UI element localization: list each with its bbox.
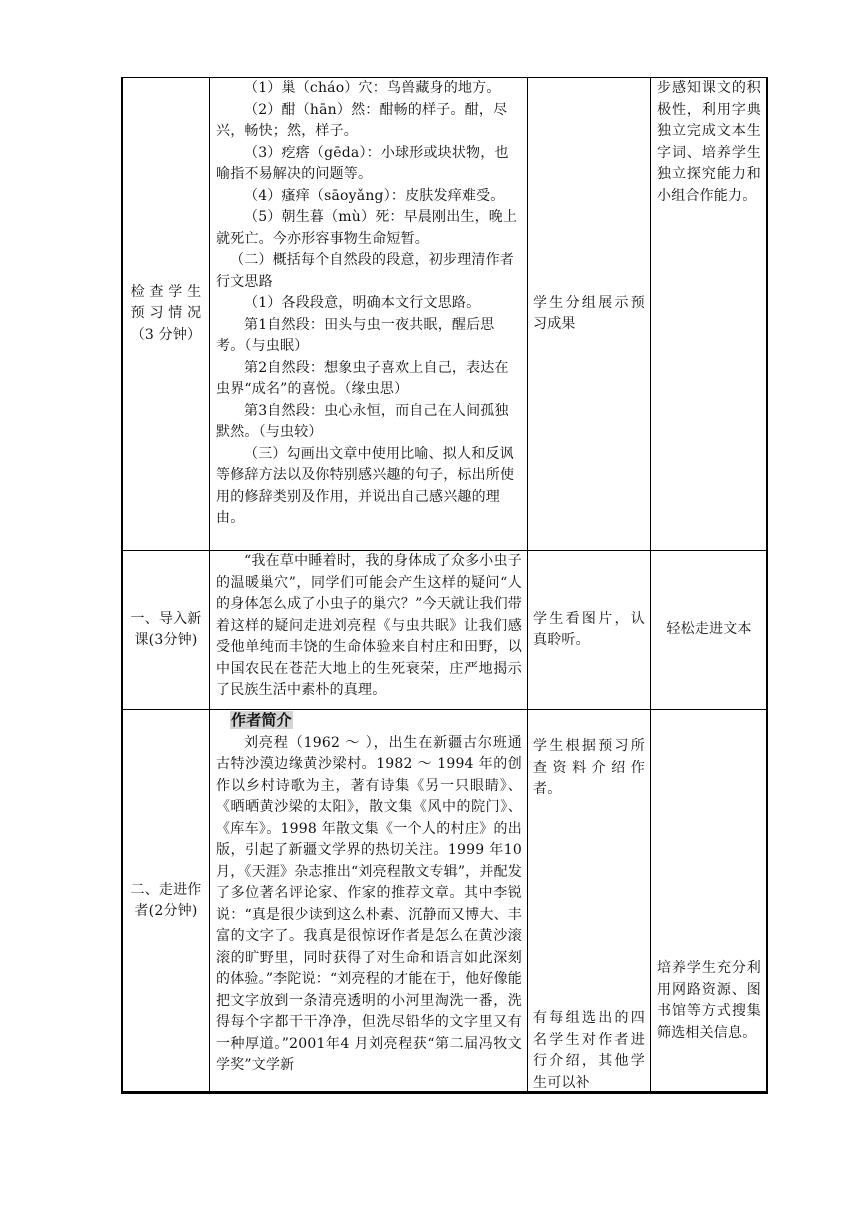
stage-line: （3 分钟） bbox=[130, 326, 202, 343]
row2-stage-cell bbox=[123, 551, 209, 709]
row3-stage-cell bbox=[123, 710, 209, 1092]
student-activity-text: 有每组选出的四名学生对作者进行介绍，其他学生可以补 bbox=[533, 1010, 645, 1091]
section-heading: （二）概括每个自然段的段意，初步理清作者行文思路 bbox=[216, 252, 514, 290]
column-divider bbox=[527, 78, 528, 1091]
section-heading: （三）勾画出文章中使用比喻、拟人和反讽等修辞方法以及你特别感兴趣的句子，标出所使用的修辞类别及作用，并说出自己感兴趣的理由。 bbox=[216, 445, 515, 526]
student-activity-text: 学生看图片，认真聆听。 bbox=[533, 610, 645, 648]
row2-student-activity-cell bbox=[533, 551, 645, 709]
paragraph-summary: 第2自然段：想象虫子喜欢上自己，表达在虫界“成名”的喜悦。（缘虫思） bbox=[216, 359, 509, 397]
author-intro-title: 作者简介 bbox=[231, 711, 292, 729]
stage-line: 课(3分钟) bbox=[134, 632, 198, 648]
task-item: （1）各段段意，明确本文行文思路。 bbox=[244, 295, 481, 311]
row1-design-intent-cell bbox=[657, 78, 761, 207]
student-activity-text: 学生分组展示预习成果 bbox=[533, 294, 645, 332]
stage-line: 预 习 情 况 bbox=[130, 305, 202, 322]
row1-content-cell bbox=[216, 78, 522, 530]
intro-paragraph: “我在草中睡着时，我的身体成了众多小虫子的温暖巢穴”，同学们可能会产生这样的疑问“人的身体怎么成了小虫子的巢穴？”今天就让我们带着这样的疑问走进刘亮程《与虫共眠》让我们感受他单纯而丰饶的生命体验来自村庄和田野，以中国农民在苍茫大地上的生死衰荣，庄严地揭示了民族生活中素朴的真理。 bbox=[216, 553, 522, 698]
vocab-item: （2）酣（hān）然：酣畅的样子。酣，尽兴，畅快；然，样子。 bbox=[216, 101, 508, 139]
design-intent-text: 步感知课文的积极性，利用字典独立完成文本生字词、培养学生独立探究能力和小组合作能力。 bbox=[657, 80, 761, 204]
stage-line: 检 查 学 生 bbox=[130, 283, 202, 300]
vocab-item: （5）朝生暮（mù）死：早晨刚出生，晚上就死亡。今亦形容事物生命短暂。 bbox=[216, 209, 518, 247]
paragraph-summary: 第3自然段：虫心永恒，而自己在人间孤独默然。（与虫较） bbox=[216, 402, 509, 440]
student-activity-text: 学生根据预习所查资料介绍作者。 bbox=[533, 738, 645, 797]
stage-line: 二、走进作 bbox=[130, 881, 202, 898]
stage-line: 者(2分钟) bbox=[134, 903, 198, 919]
row3-student-activity-cell-2 bbox=[533, 1008, 645, 1094]
design-intent-text: 培养学生充分利用网路资源、图书馆等方式搜集筛选相关信息。 bbox=[657, 960, 761, 1041]
vocab-item: （4）瘙痒（sāoyǎng）：皮肤发痒难受。 bbox=[244, 187, 505, 204]
column-divider bbox=[650, 78, 651, 1091]
author-bio-paragraph: 刘亮程（1962 ～ ），出生在新疆古尔班通古特沙漠边缘黄沙梁村。1982 ～ 1994 年的创作以乡村诗歌为主，著有诗集《另一只眼睛》、《晒晒黄沙梁的太阳》，散文集《风中的院门》、《库车》。1998 年散文集《一个人的村庄》的出版，引起了新疆文学界的热切关注。1999 年10 月，《天涯》杂志推出“刘亮程散文专辑”，并配发了多位著名评论家、作家的推荐文章。其中李锐说：“真是很少读到这么朴素、沉静而又博大、丰富的文字了。我真是很惊讶作者是怎么在黄沙滚滚的旷野里，同时获得了对生命和语言如此深刻的体验。”李陀说：“刘亮程的才能在于，他好像能把文字放到一条清亮透明的小河里淘洗一番，洗得每个字都干干净净，但洗尽铅华的文字里又有一种厚道。”2001年4 月刘亮程获“第二届冯牧文学奖”文学新 bbox=[216, 734, 522, 1073]
row3-student-activity-cell bbox=[533, 736, 645, 801]
row1-stage-cell bbox=[123, 78, 209, 550]
column-divider bbox=[209, 78, 210, 1091]
row2-content-cell bbox=[216, 551, 522, 702]
lesson-plan-table bbox=[121, 77, 768, 1094]
row3-content-cell bbox=[216, 710, 522, 1077]
row1-student-activity-cell bbox=[533, 78, 645, 550]
design-intent-text: 轻松走进文本 bbox=[666, 621, 752, 638]
vocab-item: （1）巢（cháo）穴：鸟兽藏身的地方。 bbox=[244, 80, 501, 96]
vocab-item: （3）疙瘩（gēda）：小球形或块状物，也喻指不易解决的问题等。 bbox=[216, 144, 509, 182]
stage-line: 一、导入新 bbox=[130, 610, 202, 627]
row3-design-intent-cell bbox=[657, 958, 761, 1044]
row2-design-intent-cell bbox=[657, 551, 761, 709]
paragraph-summary: 第1自然段：田头与虫一夜共眠，醒后思考。（与虫眠） bbox=[216, 316, 495, 354]
